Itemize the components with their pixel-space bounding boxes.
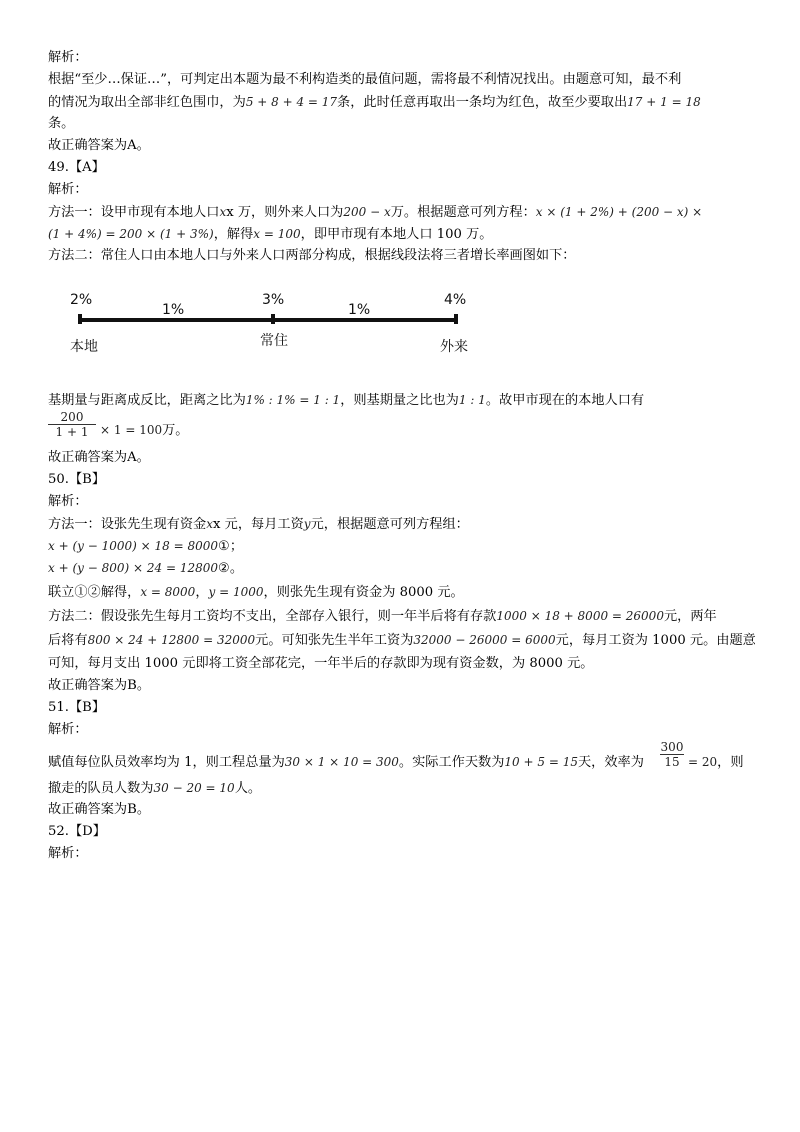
label-local-rate: 2% bbox=[70, 292, 93, 308]
text-segment: 元，每月工资为 1000 元。由题意 bbox=[555, 633, 756, 648]
text-segment: 解析： bbox=[48, 846, 88, 861]
fraction-local-population bbox=[48, 410, 96, 439]
text-segment: ，解得 bbox=[213, 227, 254, 242]
text-line bbox=[48, 470, 105, 490]
text-line bbox=[48, 92, 701, 113]
math-expression: x × (1 + 2%) + (200 − x) × bbox=[535, 205, 703, 219]
text-segment: 50.【B】 bbox=[48, 472, 106, 487]
text-line bbox=[48, 800, 150, 820]
fraction-efficiency bbox=[660, 740, 684, 769]
diagram-axis-line bbox=[78, 318, 458, 322]
math-expression: 1% : 1% = 1 : 1 bbox=[245, 393, 341, 407]
text-segment: ，则基期量之比也为 bbox=[340, 393, 459, 408]
text-line bbox=[48, 720, 88, 740]
text-segment: 基期量与距离成反比，距离之比为 bbox=[48, 393, 246, 408]
text-segment: 52.【D】 bbox=[48, 824, 106, 839]
text-line bbox=[48, 514, 469, 535]
text-segment: 天，效率为 bbox=[577, 755, 644, 770]
text-segment: 可知，每月支出 1000 元即将工资全部花完，一年半后的存款即为现有资金数，为 8000 元。 bbox=[48, 656, 594, 671]
text-segment: 赋值每位队员效率均为 1，则工程总量为 bbox=[48, 755, 285, 770]
math-expression: 1 : 1 bbox=[458, 393, 486, 407]
text-line bbox=[48, 844, 88, 864]
text-segment: 故正确答案为B。 bbox=[48, 678, 151, 693]
text-line bbox=[48, 536, 243, 557]
math-expression: x bbox=[206, 517, 214, 531]
text-segment: 的情况为取出全部非红色围巾，为 bbox=[48, 95, 246, 110]
text-segment: 解析： bbox=[48, 182, 88, 197]
text-segment: 。故甲市现在的本地人口有 bbox=[485, 393, 645, 408]
text-line bbox=[48, 558, 243, 579]
text-segment: 联立①②解得， bbox=[48, 585, 141, 600]
text-line bbox=[48, 778, 261, 799]
text-segment: 49.【A】 bbox=[48, 160, 105, 175]
diagram-tick-local bbox=[78, 314, 82, 324]
fraction-result: = 20 bbox=[688, 755, 718, 769]
label-resident-rate: 3% bbox=[262, 292, 285, 308]
text-line bbox=[48, 48, 88, 68]
text-segment: 解析： bbox=[48, 722, 88, 737]
text-line bbox=[48, 752, 644, 773]
label-migrant-rate: 4% bbox=[444, 292, 467, 308]
text-segment: 元，两年 bbox=[663, 609, 717, 624]
text-segment: 根据“至少…保证…”，可判定出本题为最不利构造类的最值问题，需将最不利情况找出。由题意可知，最不利 bbox=[48, 72, 682, 87]
text-line bbox=[48, 158, 105, 178]
math-expression: x + (y − 1000) × 18 = 8000 bbox=[48, 539, 218, 553]
text-segment: ②。 bbox=[218, 561, 244, 576]
text-line bbox=[48, 492, 88, 512]
text-segment: 人。 bbox=[234, 781, 262, 796]
math-expression: x = 8000 bbox=[140, 585, 196, 599]
fraction-denominator: 15 bbox=[660, 754, 684, 769]
label-resident: 常住 bbox=[260, 333, 288, 349]
text-line bbox=[48, 822, 106, 842]
diagram-tick-migrant bbox=[454, 314, 458, 324]
fraction-result: × 1 = 100 bbox=[100, 423, 163, 437]
fraction-efficiency-remainder bbox=[688, 752, 744, 773]
text-segment: 故正确答案为A。 bbox=[48, 450, 150, 465]
fraction-denominator: 1 + 1 bbox=[48, 424, 96, 439]
math-expression: 5 + 8 + 4 = 17 bbox=[245, 95, 338, 109]
text-line bbox=[48, 114, 74, 134]
math-expression: 1000 × 18 + 8000 = 26000 bbox=[496, 609, 664, 623]
diagram-tick-resident bbox=[271, 314, 275, 324]
text-segment: 方法一：设甲市现有本地人口 bbox=[48, 205, 220, 220]
text-segment: 元，根据题意可列方程组： bbox=[310, 517, 469, 532]
fraction-unit: 万。 bbox=[162, 423, 189, 438]
math-expression: x bbox=[219, 205, 227, 219]
text-segment: 方法二：假设张先生每月工资均不支出，全部存入银行，则一年半后将有存款 bbox=[48, 609, 497, 624]
math-expression: x = 100 bbox=[253, 227, 301, 241]
text-line bbox=[48, 70, 681, 90]
text-line bbox=[48, 630, 756, 651]
text-segment: 撤走的队员人数为 bbox=[48, 781, 154, 796]
text-segment: 条，此时任意再取出一条均为红色，故至少要取出 bbox=[337, 95, 628, 110]
math-expression: 800 × 24 + 12800 = 32000 bbox=[87, 633, 256, 647]
fraction-numerator: 200 bbox=[60, 410, 84, 424]
text-line bbox=[48, 136, 150, 156]
fraction-tail: ，则 bbox=[717, 755, 744, 770]
text-segment: ①； bbox=[218, 539, 244, 554]
text-segment: ，则张先生现有资金为 8000 元。 bbox=[263, 585, 464, 600]
fraction-numerator: 300 bbox=[660, 740, 684, 754]
text-line bbox=[48, 224, 492, 245]
math-expression: (1 + 4%) = 200 × (1 + 3%) bbox=[48, 227, 214, 241]
text-line bbox=[48, 202, 702, 223]
text-line bbox=[48, 582, 464, 603]
text-segment: 后将有 bbox=[48, 633, 88, 648]
label-migrant: 外来 bbox=[440, 339, 468, 355]
growth-rate-line-diagram bbox=[66, 290, 486, 360]
text-line bbox=[48, 180, 88, 200]
math-expression: 200 − x bbox=[343, 205, 391, 219]
text-segment: x 万，则外来人口为 bbox=[226, 205, 344, 220]
label-right-distance: 1% bbox=[348, 302, 371, 318]
label-local: 本地 bbox=[70, 339, 98, 355]
text-segment: 方法二：常住人口由本地人口与外来人口两部分构成，根据线段法将三者增长率画图如下： bbox=[48, 248, 576, 263]
math-expression: y = 1000 bbox=[208, 585, 264, 599]
text-line bbox=[48, 698, 105, 718]
label-left-distance: 1% bbox=[162, 302, 185, 318]
text-line bbox=[48, 448, 150, 468]
math-expression: 17 + 1 = 18 bbox=[627, 95, 701, 109]
math-expression: y bbox=[303, 517, 311, 531]
text-segment: 解析： bbox=[48, 50, 88, 65]
text-segment: ，即甲市现有本地人口 100 万。 bbox=[300, 227, 493, 242]
text-line bbox=[48, 606, 717, 627]
text-segment: 故正确答案为B。 bbox=[48, 802, 151, 817]
text-segment: ， bbox=[195, 585, 209, 600]
math-expression: x + (y − 800) × 24 = 12800 bbox=[48, 561, 218, 575]
math-expression: 32000 − 26000 = 6000 bbox=[413, 633, 556, 647]
text-line bbox=[48, 676, 150, 696]
text-line bbox=[48, 390, 644, 411]
text-segment: 万。根据题意可列方程： bbox=[390, 205, 536, 220]
text-segment: 故正确答案为A。 bbox=[48, 138, 150, 153]
math-expression: 10 + 5 = 15 bbox=[504, 755, 578, 769]
text-segment: x 元，每月工资 bbox=[213, 517, 304, 532]
fraction-remainder bbox=[100, 420, 188, 441]
text-segment: 。实际工作天数为 bbox=[398, 755, 505, 770]
text-line bbox=[48, 654, 593, 674]
text-line bbox=[48, 246, 576, 266]
math-expression: 30 × 1 × 10 = 300 bbox=[284, 755, 399, 769]
math-expression: 30 − 20 = 10 bbox=[153, 781, 235, 795]
text-segment: 条。 bbox=[48, 116, 75, 131]
text-segment: 51.【B】 bbox=[48, 700, 106, 715]
text-segment: 解析： bbox=[48, 494, 88, 509]
text-segment: 方法一：设张先生现有资金 bbox=[48, 517, 207, 532]
text-segment: 元。可知张先生半年工资为 bbox=[255, 633, 414, 648]
